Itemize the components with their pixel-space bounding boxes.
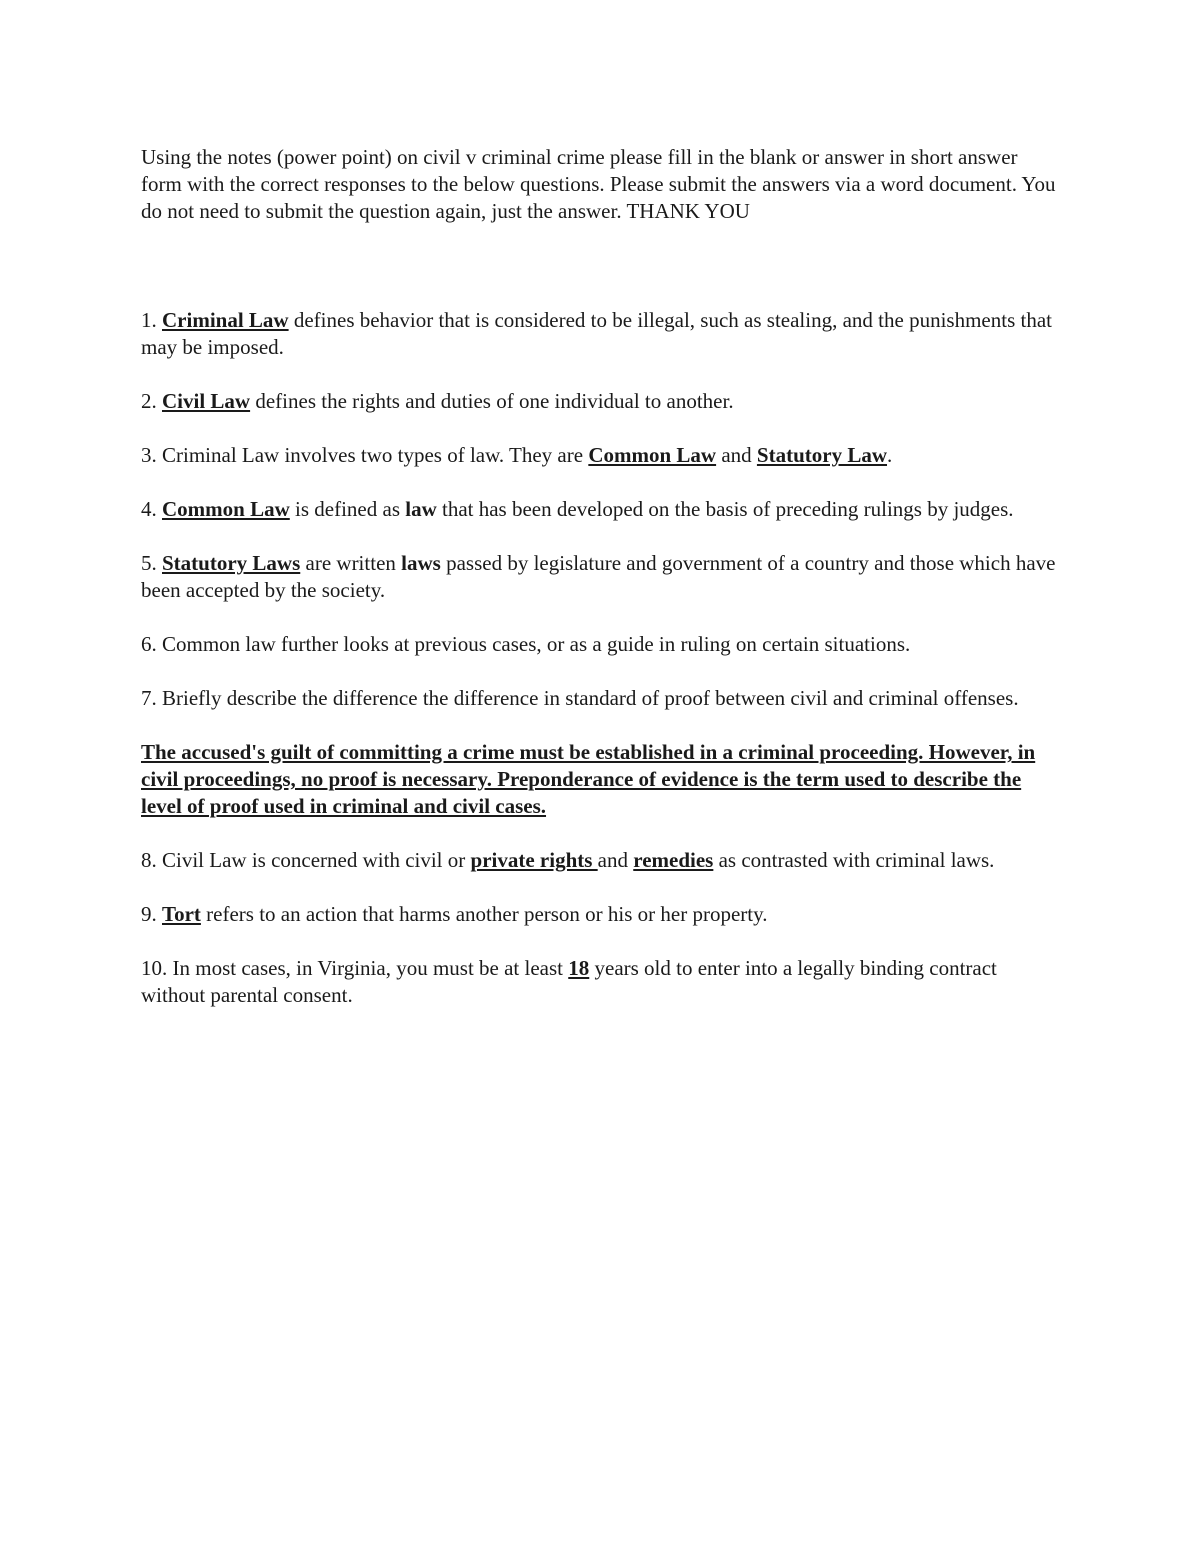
question-1 [141, 307, 1061, 361]
question-number: 4. [141, 497, 162, 521]
question-10 [141, 955, 1061, 1009]
question-text: . [887, 443, 893, 467]
answer-common-law: Common Law [162, 497, 290, 521]
answer-criminal-law: Criminal Law [162, 308, 289, 332]
question-number: 2. [141, 389, 162, 413]
question-number: 9. [141, 902, 162, 926]
question-6: 6. Common law further looks at previous cases, or as a guide in ruling on certain situations. [141, 632, 911, 656]
question-4 [141, 496, 1061, 523]
question-5 [141, 550, 1061, 604]
question-text: and [716, 443, 757, 467]
answer-statutory-laws: Statutory Laws [162, 551, 301, 575]
question-text: refers to an action that harms another person or his or her property. [200, 902, 768, 926]
question-text: that has been developed on the basis of preceding rulings by judges. [436, 497, 1014, 521]
instructions-paragraph: Using the notes (power point) on civil v criminal crime please fill in the blank or answer in short answer form with the correct responses to the below questions. Please submit the answers via a word document. You do not need to submit the question again, just the answer. THANK YOU [141, 145, 1056, 223]
question-text: as contrasted with criminal laws. [713, 848, 995, 872]
question-text: 10. In most cases, in Virginia, you must be at least [141, 956, 569, 980]
question-text: passed by legislature and government of a country and those which have been accepted by the society. [141, 551, 1056, 602]
question-9 [141, 901, 1061, 928]
question-text: defines behavior that is considered to be illegal, such as stealing, and the punishments that may be imposed. [141, 308, 1052, 359]
question-2 [141, 388, 1061, 415]
answer-tort: Tort [162, 902, 201, 926]
question-number: 5. [141, 551, 162, 575]
question-text: is defined as [289, 497, 406, 521]
question-text: 3. Criminal Law involves two types of law. They are [141, 443, 589, 467]
answer-private-rights: private rights [470, 848, 598, 872]
bold-term-laws: laws [401, 551, 441, 575]
answer-7: The accused's guilt of committing a crime must be established in a criminal proceeding. However, in civil proceedings, no proof is necessary. Preponderance of evidence is the term used to describe the level of proof used in criminal and civil cases. [141, 740, 1036, 818]
answer-civil-law: Civil Law [162, 389, 251, 413]
question-7: 7. Briefly describe the difference the difference in standard of proof between civil and criminal offenses. [141, 686, 1019, 710]
answer-remedies: remedies [633, 848, 714, 872]
question-number: 1. [141, 308, 162, 332]
question-text: 8. Civil Law is concerned with civil or [141, 848, 471, 872]
question-text: defines the rights and duties of one individual to another. [250, 389, 734, 413]
question-text: years old to enter into a legally binding contract without parental consent. [141, 956, 997, 1007]
question-3 [141, 442, 1061, 469]
answer-age: 18 [568, 956, 590, 980]
question-8 [141, 847, 1061, 874]
answer-statutory-law: Statutory Law [756, 443, 888, 467]
answer-common-law: Common Law [588, 443, 717, 467]
question-text: are written [300, 551, 402, 575]
question-text: and [597, 848, 634, 872]
document-body [141, 144, 1061, 1036]
bold-term-law: law [405, 497, 437, 521]
